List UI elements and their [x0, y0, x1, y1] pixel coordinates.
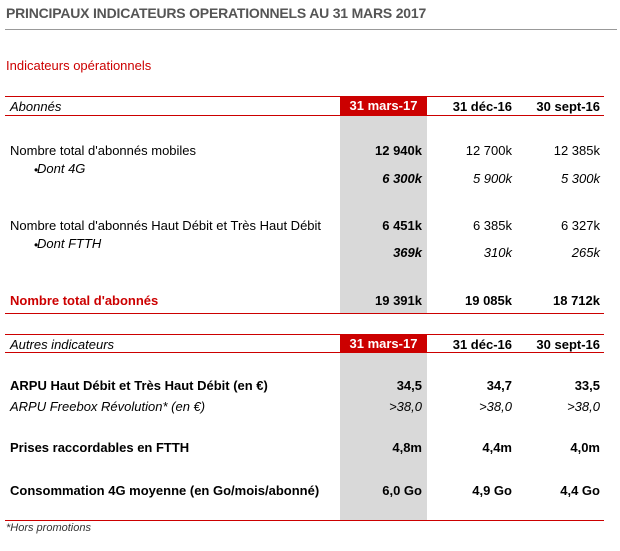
cell-value: >38,0 [567, 399, 600, 414]
row-label: Nombre total d'abonnés mobiles [10, 143, 197, 158]
row-label: Consommation 4G moyenne (en Go/mois/abonné) [10, 483, 320, 498]
page-title: PRINCIPAUX INDICATEURS OPERATIONNELS AU 31 MARS 2017 [6, 5, 427, 21]
cell-value: 5 300k [560, 171, 600, 186]
footnote: *Hors promotions [6, 522, 91, 534]
cell-value: 34,7 [486, 378, 512, 393]
cell-value: 265k [571, 245, 600, 260]
cell-value: 369k [393, 245, 422, 260]
cell-value: >38,0 [479, 399, 512, 414]
table2-top-rule [5, 334, 604, 335]
table2-header-col1: 31 mars-17 [340, 335, 427, 353]
cell-value: 6,0 Go [382, 483, 422, 498]
section-title: Indicateurs opérationnels [6, 58, 152, 73]
table2-header-col2: 31 déc-16 [452, 337, 512, 352]
cell-value: 6 327k [560, 218, 600, 233]
row-sublabel: Dont FTTH [37, 236, 102, 251]
cell-value: >38,0 [389, 399, 422, 414]
row-label-total: Nombre total d'abonnés [10, 293, 159, 308]
cell-value: 6 385k [472, 218, 512, 233]
title-divider [5, 29, 617, 30]
table1-header-label: Abonnés [10, 99, 62, 114]
row-sublabel: Dont 4G [37, 161, 86, 176]
cell-value: 6 300k [382, 171, 422, 186]
cell-value: 33,5 [574, 378, 600, 393]
table2-header-rule [5, 352, 604, 353]
table1-header-rule [5, 115, 604, 116]
row-label: Prises raccordables en FTTH [10, 440, 190, 455]
bullet-icon: • [34, 238, 39, 252]
table1-header-col1: 31 mars-17 [340, 97, 427, 115]
cell-value: 5 900k [472, 171, 512, 186]
cell-value: 34,5 [396, 378, 422, 393]
cell-value: 4,4 Go [560, 483, 600, 498]
table2-header-label: Autres indicateurs [10, 337, 115, 352]
cell-value: 6 451k [382, 218, 422, 233]
row-label: ARPU Freebox Révolution* (en €) [10, 399, 206, 414]
table2-header-col3: 30 sept-16 [536, 337, 600, 352]
cell-value: 12 940k [375, 143, 422, 158]
cell-value: 19 085k [465, 293, 512, 308]
table1-header-col3: 30 sept-16 [536, 99, 600, 114]
cell-value: 4,4m [482, 440, 512, 455]
cell-value: 310k [483, 245, 512, 260]
cell-value: 4,9 Go [472, 483, 512, 498]
table2-bottom-rule [5, 520, 604, 521]
table1-header-col2: 31 déc-16 [452, 99, 512, 114]
row-label: ARPU Haut Débit et Très Haut Débit (en €) [10, 378, 268, 393]
table1-bottom-rule [5, 313, 604, 314]
cell-value: 4,0m [570, 440, 600, 455]
cell-value: 12 700k [465, 143, 512, 158]
row-label: Nombre total d'abonnés Haut Débit et Très Haut Débit [10, 218, 322, 233]
cell-value: 19 391k [375, 293, 422, 308]
cell-value: 12 385k [553, 143, 600, 158]
bullet-icon: • [34, 163, 39, 177]
cell-value: 18 712k [553, 293, 600, 308]
cell-value: 4,8m [392, 440, 422, 455]
table1-top-rule [5, 96, 604, 97]
